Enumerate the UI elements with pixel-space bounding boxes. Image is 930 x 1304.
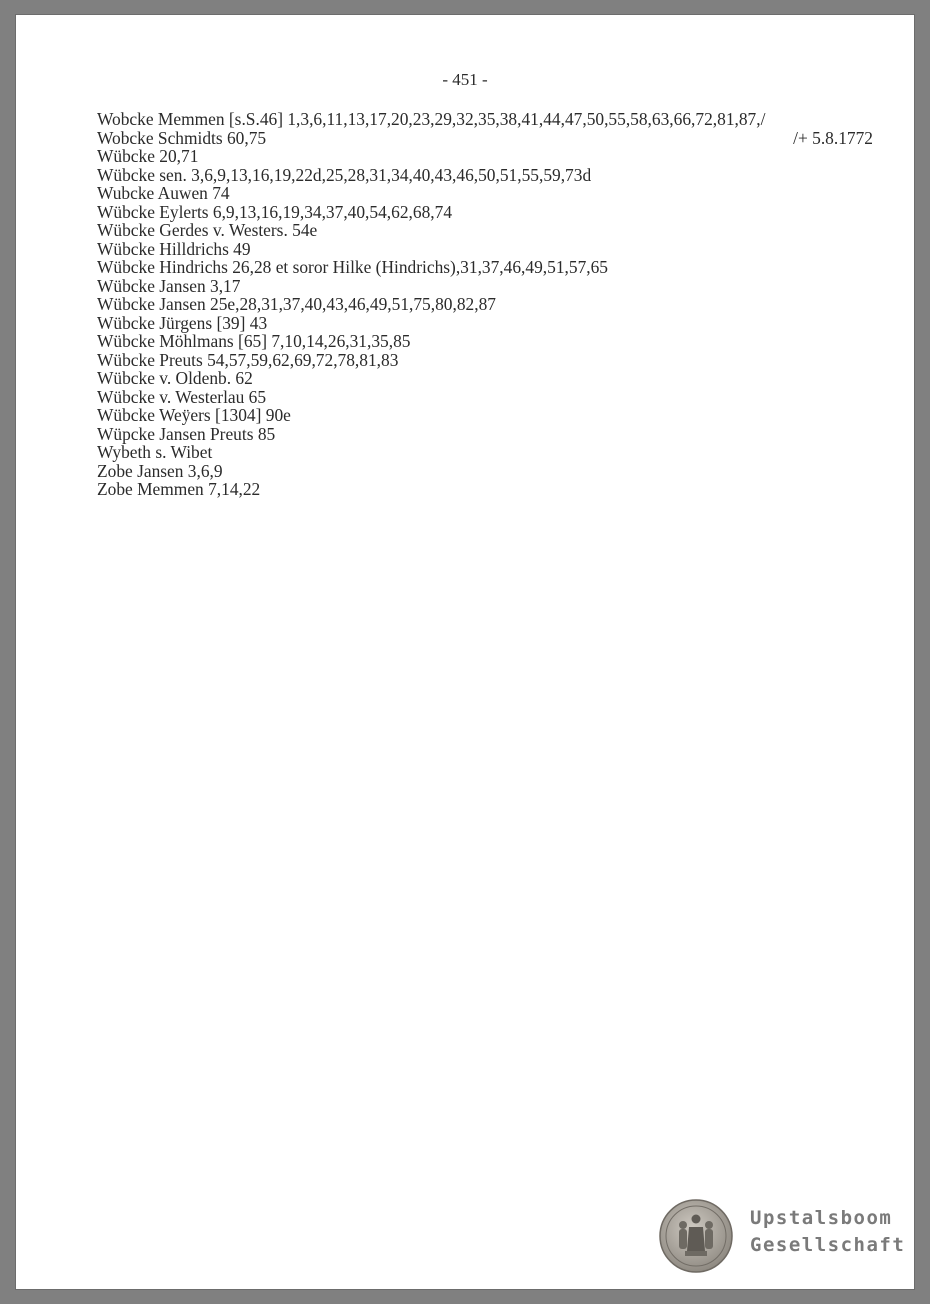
index-entry [97,184,877,203]
index-entry-text: Wüpcke Jansen Preuts 85 [97,423,276,444]
index-entry [97,277,877,296]
index-entry-text: Wübcke Gerdes v. Westers. 54e [97,220,318,240]
index-entry-text: Wübcke Jürgens [39] 43 [97,312,268,333]
index-entry [97,240,877,259]
index-entry [97,388,877,407]
index-entry [97,480,877,499]
index-entry-text: Wübcke 20,71 [97,146,199,166]
index-entry [97,351,877,370]
index-entry-text: Wobcke Schmidts 60,75 [97,127,267,148]
index-entry [97,462,877,481]
index-entry [97,406,877,425]
index-entry [97,110,877,129]
index-entry-text: Wobcke Memmen [s.S.46] 1,3,6,11,13,17,20,23,29,32,35,38,41,44,47,50,55,58,63,66,72,81,87,/ [97,109,766,129]
index-entry [97,295,877,314]
index-entry-note: /+ 5.8.1772 [793,127,873,148]
index-entry-text: Wübcke Eylerts 6,9,13,16,19,34,37,40,54,62,68,74 [97,201,453,222]
index-entry-text: Wübcke Jansen 25e,28,31,37,40,43,46,49,51,75,80,82,87 [97,294,496,314]
index-entry-text: Wubcke Auwen 74 [97,183,230,203]
document-page [16,15,914,1289]
seal-emblem-icon [659,1199,733,1273]
index-entry [97,369,877,388]
index-entry [97,314,877,333]
index-entry [97,258,877,277]
index-entry [97,166,877,185]
index-entry-list [97,110,877,499]
index-entry-text: Wybeth s. Wibet [97,442,213,462]
index-entry-text: Wübcke Jansen 3,17 [97,275,241,296]
index-entry-text: Wübcke Weÿers [1304] 90e [97,405,291,425]
index-entry [97,147,877,166]
index-entry-text: Wübcke Hindrichs 26,28 et soror Hilke (Hindrichs),31,37,46,49,51,57,65 [97,257,609,277]
index-entry-text: Wübcke Möhlmans [65] 7,10,14,26,31,35,85 [97,331,411,351]
index-entry-text: Zobe Jansen 3,6,9 [97,460,223,481]
index-entry-text: Wübcke Preuts 54,57,59,62,69,72,78,81,83 [97,349,399,370]
logo-text-line1: Upstalsboom [750,1207,893,1229]
index-entry [97,221,877,240]
logo-text-line2: Gesellschaft [750,1234,906,1256]
index-entry [97,129,877,148]
index-entry-text: Wübcke v. Oldenb. 62 [97,368,253,388]
index-entry-text: Wübcke v. Westerlau 65 [97,386,267,407]
page-number: - 451 - [442,70,488,89]
index-entry [97,203,877,222]
index-entry-text: Zobe Memmen 7,14,22 [97,479,261,499]
index-entry-text: Wübcke Hilldrichs 49 [97,238,251,259]
index-entry [97,332,877,351]
index-entry [97,425,877,444]
index-entry-text: Wübcke sen. 3,6,9,13,16,19,22d,25,28,31,34,40,43,46,50,51,55,59,73d [97,164,592,185]
index-entry [97,443,877,462]
publisher-logo [659,1199,909,1275]
